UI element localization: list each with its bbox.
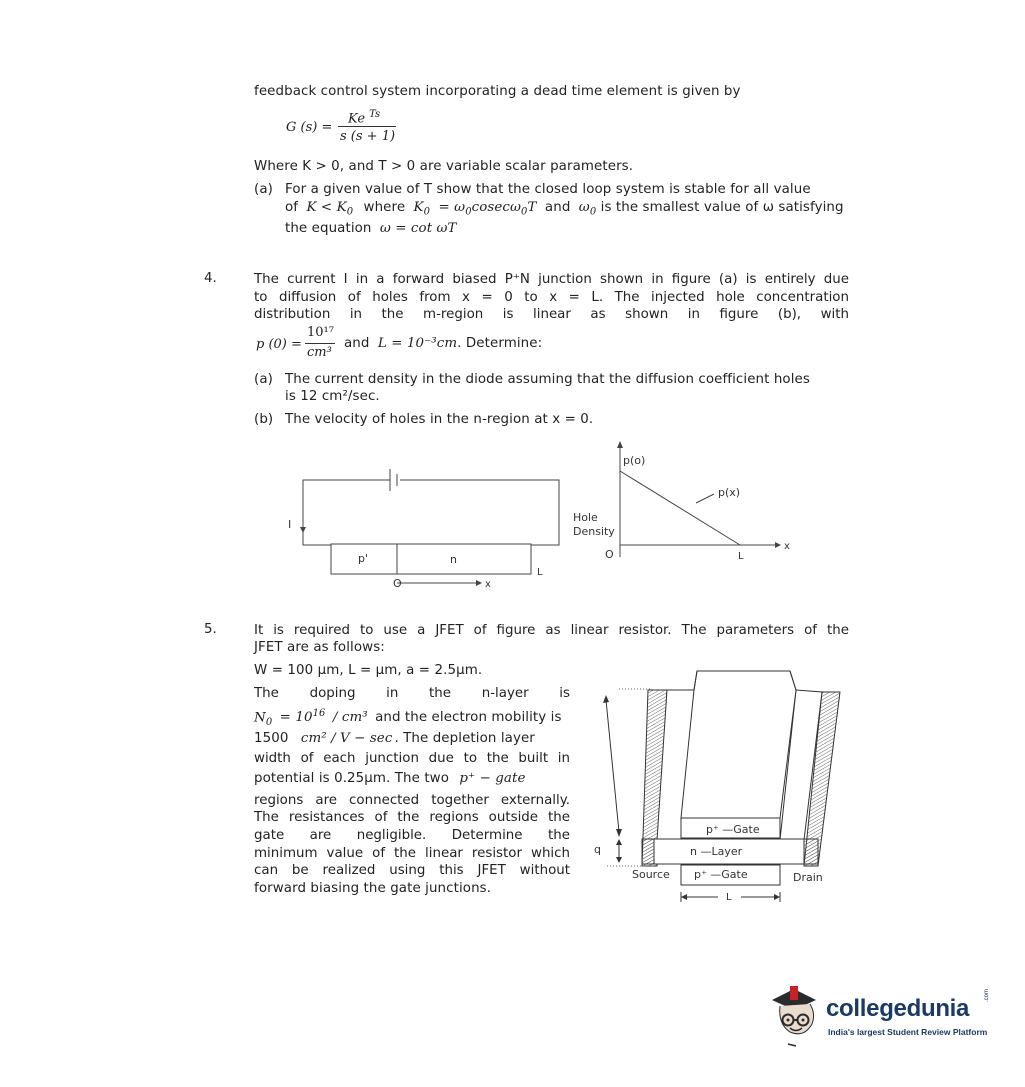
q3-part-a-label: (a)	[254, 182, 273, 197]
dim-arrowhead	[681, 894, 687, 900]
text-and: and	[544, 200, 571, 215]
g-lhs: G (s) =	[286, 120, 333, 135]
p0-lhs: p (0) =	[256, 337, 302, 352]
drain-label: Drain	[793, 871, 823, 884]
q3-intro: feedback control system incorporating a dead time element is given by	[254, 84, 741, 99]
w: are	[309, 828, 332, 843]
p0-label: p(o)	[623, 454, 646, 467]
L-b-label: L	[738, 551, 744, 562]
text-depletion: . The depletion layer	[394, 731, 535, 746]
text-of: of	[285, 200, 299, 215]
q4-part-a-line2: is 12 cm²/sec.	[285, 389, 380, 404]
bottom-gate-label: p⁺ —Gate	[694, 868, 748, 881]
cosec-omega0: cosecω	[471, 200, 522, 215]
q5-l4: width of each junction due to the built in	[254, 751, 570, 766]
p0-numerator: 10¹⁷	[307, 325, 334, 340]
q5-l10: can be realized using this JFET without	[254, 863, 570, 878]
w: is	[559, 686, 570, 701]
top-gate-label: p⁺ —Gate	[706, 823, 760, 836]
q5-line2: JFET are as follows:	[254, 640, 385, 655]
text-determine: . Determine:	[457, 336, 543, 351]
t-symbol: T	[527, 200, 537, 215]
k-less-k0: K < K	[306, 200, 347, 215]
p-region-label: p'	[358, 552, 369, 565]
origin-label: O	[393, 577, 402, 590]
logo-brand-text: collegedunia	[826, 995, 970, 1022]
dim-arrowhead	[616, 829, 622, 837]
text-potential: potential is 0.25μm. The two	[254, 771, 450, 786]
n-layer-label: n —Layer	[690, 845, 743, 858]
sub-zero: 0	[423, 206, 431, 218]
text-mobility: and the electron mobility is	[375, 710, 562, 726]
logo-tagline: India's largest Student Review Platform	[828, 1027, 988, 1037]
top-gate-block	[681, 671, 796, 818]
l-expression: L = 10⁻³cm	[377, 336, 458, 351]
w: in	[386, 686, 399, 701]
a-jfet-label: q	[594, 843, 601, 856]
dim-arrowhead	[774, 894, 780, 900]
w: n-layer	[481, 686, 529, 701]
w: The	[254, 686, 279, 701]
p-gate-symbol: p⁺ − gate	[459, 771, 526, 786]
w: the	[429, 686, 452, 701]
w: Determine	[451, 828, 523, 843]
q3-part-a-line1: For a given value of T show that the closed loop system is stable for all value	[285, 182, 811, 197]
n-layer-right-contact	[804, 839, 818, 864]
w: the	[547, 828, 570, 843]
q5-number: 5.	[204, 622, 217, 637]
per-cm3: / cm³	[332, 710, 368, 726]
q5-params: W = 100 μm, L = μm, a = 2.5μm.	[254, 663, 483, 678]
dim-arrowhead	[616, 839, 622, 845]
q5-line1: It is required to use a JFET of figure as linear resistor. The parameters of the	[254, 623, 849, 638]
source-label: Source	[632, 868, 670, 881]
k0-symbol: K	[413, 200, 424, 215]
q4-number: 4.	[204, 271, 217, 286]
w: gate	[254, 828, 285, 843]
omega0-symbol: ω	[578, 200, 590, 215]
sub-zero: 0	[346, 206, 354, 218]
p0-denominator: cm³	[307, 345, 332, 360]
sub-zero: 0	[521, 206, 528, 218]
px-label: p(x)	[718, 486, 741, 499]
L-jfet-label: L	[726, 892, 732, 903]
text-where: where	[363, 200, 406, 215]
equation-omega-cot: ω = cot ωT	[379, 221, 457, 236]
current-label: I	[288, 518, 292, 531]
nd-symbol: N	[254, 710, 266, 726]
q4-line3: distribution in the m-region is linear as shown in figure (b), with	[254, 307, 849, 322]
text-the-equation: the equation	[285, 221, 372, 236]
q4-part-b-label: (b)	[254, 412, 274, 427]
dim-arrowhead	[616, 857, 622, 863]
n-region-label: n	[450, 553, 457, 566]
g-num-text: Ke	[348, 111, 366, 127]
w: doping	[309, 686, 356, 701]
height-dimension	[606, 700, 619, 832]
q4-line2: to diffusion of holes from x = 0 to x = L. The injected hole concentration	[254, 290, 849, 305]
w: negligible.	[356, 828, 427, 843]
sub-zero: 0	[589, 206, 597, 218]
q4-part-a-label: (a)	[254, 372, 273, 387]
ylabel-density: Density	[573, 525, 615, 538]
ylabel-hole: Hole	[573, 511, 598, 524]
x-label: x	[485, 579, 491, 590]
q3-where: Where K > 0, and T > 0 are variable scalar parameters.	[254, 159, 634, 174]
q4-part-b: The velocity of holes in the n-region at x = 0.	[285, 412, 594, 427]
omega0: = ω	[438, 200, 466, 215]
text-satisfying: is the smallest value of ω satisfying	[600, 200, 844, 215]
text-and: and	[344, 336, 370, 351]
n-layer-left-contact	[642, 839, 654, 864]
mobility-unit: cm² / V − sec	[300, 731, 393, 746]
g-denominator: s (s + 1)	[340, 129, 396, 144]
sub-zero: 0	[265, 717, 273, 729]
g-num-sup: Ts	[369, 109, 381, 120]
L-label: L	[537, 567, 543, 578]
q5-l6: regions are connected together externally.	[254, 793, 570, 808]
x-b-label: x	[784, 541, 790, 552]
dim-arrowhead	[603, 695, 609, 703]
q4-line1: The current I in a forward biased P⁺N junction shown in figure (a) is entirely due	[254, 272, 849, 287]
origin-b-label: O	[605, 548, 614, 561]
q5-l11: forward biasing the gate junctions.	[254, 881, 492, 896]
nd-value: = 10	[279, 710, 313, 726]
logo-dotcom: .com	[984, 988, 990, 1002]
nd-exponent: 16	[312, 708, 326, 719]
q5-l7: The resistances of the regions outside the	[254, 810, 570, 825]
sub-zero: 0	[465, 206, 472, 218]
q5-l9: minimum value of the linear resistor which	[254, 846, 570, 861]
mobility-value: 1500	[254, 731, 289, 746]
q4-part-a-line1: The current density in the diode assuming that the diffusion coefficient holes	[285, 372, 810, 387]
